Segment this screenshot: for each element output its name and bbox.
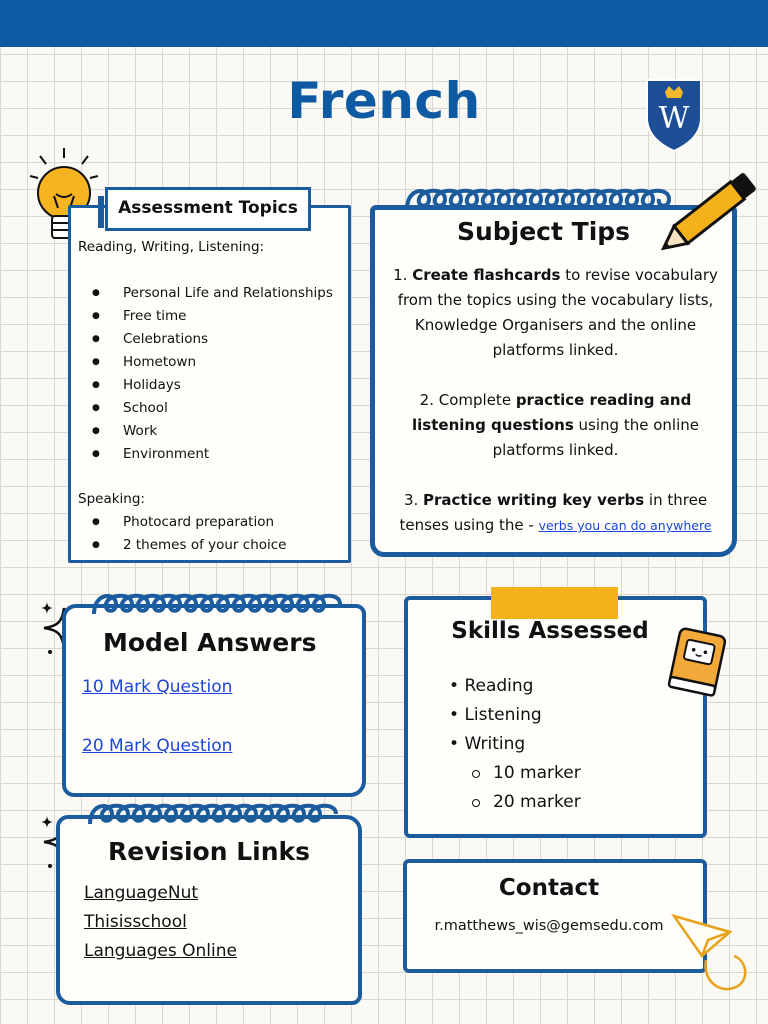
tip-3: 3. Practice writing key verbs in three tenses using the - verbs you can do anywhere [399, 491, 712, 534]
skills-list [449, 672, 581, 817]
list-item: ● Environment [78, 443, 348, 466]
top-banner [0, 0, 768, 47]
list-item: ● Photocard preparation [78, 511, 348, 534]
list-item: ● Hometown [78, 351, 348, 374]
subject-tips-title: Subject Tips [456, 217, 631, 246]
speaking-list [78, 511, 348, 557]
list-item: ● Free time [78, 305, 348, 328]
20-mark-question-link[interactable]: 20 Mark Question [82, 736, 233, 756]
topics-list [78, 282, 348, 466]
list-item: ● 2 themes of your choice [78, 534, 348, 557]
contact-email[interactable]: r.matthews_wis@gemsedu.com [434, 918, 664, 934]
paper-plane-icon [672, 910, 752, 1000]
svg-text:W: W [658, 101, 690, 136]
school-crest-logo [645, 78, 703, 152]
list-item: ● Personal Life and Relationships [78, 282, 348, 305]
tape-decoration [491, 587, 618, 619]
list-item: 10 marker [449, 759, 581, 788]
list-item: 20 marker [449, 788, 581, 817]
list-item: ● Celebrations [78, 328, 348, 351]
list-item: • Listening [449, 705, 542, 725]
languagenut-link[interactable]: LanguageNut [84, 883, 199, 903]
assessment-topics-content [78, 236, 348, 557]
list-item: • Reading [449, 676, 534, 696]
list-item: ● Work [78, 420, 348, 443]
verbs-link[interactable]: verbs you can do anywhere [538, 518, 712, 533]
spiral-binding-decoration [92, 590, 342, 618]
book-icon [666, 626, 730, 700]
tip-2: 2. Complete practice reading and listening questions using the online platforms linked. [412, 391, 699, 459]
thisisschool-link[interactable]: Thisisschool [84, 912, 187, 932]
model-answers-title: Model Answers [103, 628, 317, 657]
contact-title: Contact [498, 875, 600, 901]
assessment-topics-title: Assessment Topics [105, 187, 311, 231]
skills-assessed-title: Skills Assessed [451, 618, 649, 644]
tip-1: 1. Create flashcards to revise vocabulary from the topics using the vocabulary lists, Knowledge Organisers and the online platforms linked. [393, 266, 718, 359]
languages-online-link[interactable]: Languages Online [84, 941, 237, 961]
assessment-intro: Reading, Writing, Listening: [78, 239, 265, 255]
list-item: • Writing [449, 734, 526, 754]
subject-tips-content [388, 263, 723, 563]
revision-links-title: Revision Links [108, 837, 311, 866]
list-item: ● Holidays [78, 374, 348, 397]
speaking-label: Speaking: [78, 491, 145, 507]
spiral-binding-decoration [88, 800, 338, 828]
page-title: French [287, 72, 481, 130]
10-mark-question-link[interactable]: 10 Mark Question [82, 677, 233, 697]
list-item: ● School [78, 397, 348, 420]
